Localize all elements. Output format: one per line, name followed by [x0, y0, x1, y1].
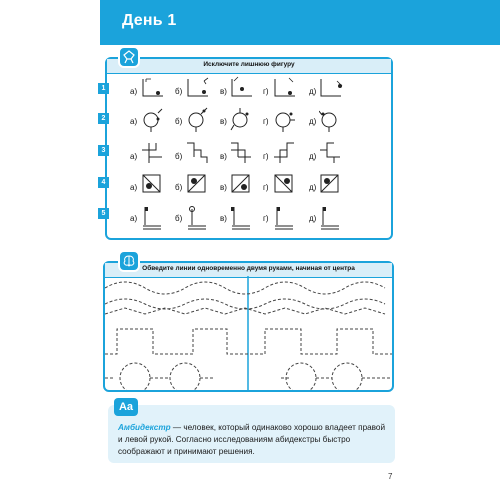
option-label: д) [309, 87, 317, 96]
figure-2d [273, 107, 297, 133]
figure-3b [186, 142, 208, 164]
option-label: б) [175, 152, 183, 161]
option-label: б) [175, 87, 183, 96]
tracing-lines [105, 276, 392, 390]
option-label: б) [175, 214, 183, 223]
option-label: в) [220, 214, 227, 223]
option-label: а) [130, 87, 138, 96]
task-title: Исключите лишнюю фигуру [203, 61, 295, 68]
definition-badge: Aa [114, 398, 138, 416]
figure-2e [319, 107, 343, 133]
option-label: д) [309, 117, 317, 126]
figure-2a [141, 107, 165, 133]
option-label: б) [175, 117, 183, 126]
figure-1b [186, 76, 210, 100]
option-label: д) [309, 152, 317, 161]
row-number-1: 1 [98, 83, 109, 94]
option-label: г) [263, 152, 269, 161]
option-label: д) [309, 183, 317, 192]
figure-5c [230, 205, 252, 231]
figure-3d [273, 142, 295, 164]
figure-4e [319, 173, 341, 195]
option-label: г) [263, 214, 269, 223]
figure-1c [230, 76, 254, 100]
option-label: в) [220, 183, 227, 192]
option-label: в) [220, 117, 227, 126]
figure-1d [273, 76, 297, 100]
figure-5d [273, 205, 295, 231]
definition-text [118, 422, 388, 458]
option-label: а) [130, 183, 138, 192]
option-label: в) [220, 87, 227, 96]
definition-body: — человек, который одинаково хорошо владеет правой и левой рукой. Согласно исследованиям абидекстры быстро соображают и принимают решения. [118, 423, 386, 456]
figure-1a [141, 76, 165, 100]
row-number-4: 4 [98, 177, 109, 188]
figure-4c [230, 173, 252, 195]
puzzle-icon [118, 46, 140, 68]
option-label: г) [263, 183, 269, 192]
option-label: б) [175, 183, 183, 192]
figure-5a [141, 205, 163, 231]
figure-3a [141, 142, 163, 164]
option-label: в) [220, 152, 227, 161]
figure-3e [319, 142, 341, 164]
figure-4d [273, 173, 295, 195]
option-label: д) [309, 214, 317, 223]
figure-4a [141, 173, 163, 195]
option-label: а) [130, 214, 138, 223]
task-title: Обведите линии одновременно двумя руками, начиная от центра [142, 265, 355, 272]
row-number-5: 5 [98, 208, 109, 219]
figure-2b [186, 107, 210, 133]
figure-5b [186, 205, 208, 231]
definition-term: Амбидекстр [118, 423, 171, 432]
brain-icon [118, 250, 140, 272]
page-header [100, 0, 500, 45]
page-number: 7 [388, 472, 393, 481]
task-header [107, 59, 391, 74]
figure-3c [230, 142, 252, 164]
option-label: а) [130, 117, 138, 126]
row-number-3: 3 [98, 145, 109, 156]
figure-4b [186, 173, 208, 195]
figure-5e [319, 205, 341, 231]
day-title: День 1 [122, 12, 177, 29]
figure-1e [319, 76, 343, 100]
option-label: а) [130, 152, 138, 161]
row-number-2: 2 [98, 113, 109, 124]
option-label: г) [263, 117, 269, 126]
option-label: г) [263, 87, 269, 96]
figure-2c [230, 107, 254, 133]
